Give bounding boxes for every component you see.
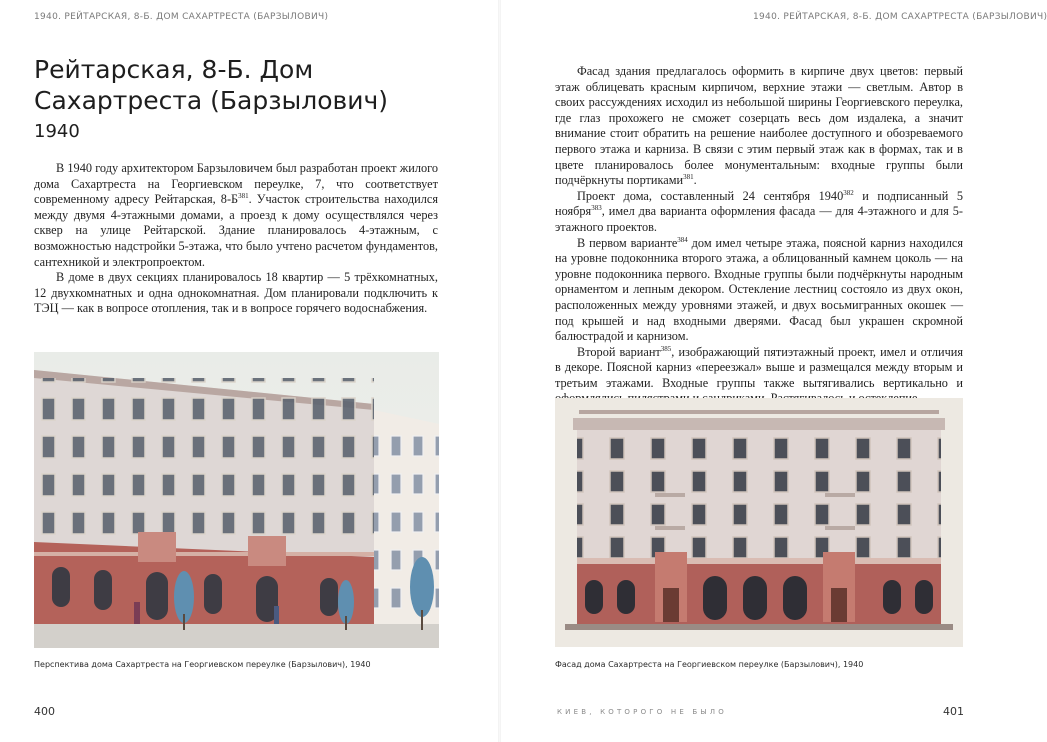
right-page (500, 0, 1047, 742)
paragraph: В 1940 году архитектором Барзыловичем был разработан проект жилого дома Сахартреста на Георгиевском переулке, 7, что соответствует современному адресу Рейтарская, $8-Б^{381}$. Участок строительства находился между двумя 4-этажными домами, а проезд к дому осуществлялся через сквер на улице Рейтарской. Здание планировалось 4-этажным, с возможностью надстройки 5-этажа, что было учтено расчетом фундаментов, сантехникой и электропроектом. (34, 161, 438, 269)
left-body-text (34, 161, 438, 317)
paragraph: Фасад здания предлагалось оформить в кирпиче двух цветов: первый этаж облицевать красным кирпичом, верхние этажи — светлым. Автор в своих рассуждениях исходил из небольшой ширины Георгиевского переулка, где глаз прохожего не сможет созерцать весь дом издалека, а значит внимание стоит обратить на решение наиболее доступного и обозреваемого первого этажа и карниза. В связи с этим первый этаж как в формах, так и в цвете планировалось более монументальным: входные группы были подчёркнуты портиками$^{381}$. (555, 64, 963, 188)
footnote-ref[interactable]: 381 (683, 173, 694, 182)
footnote-ref[interactable]: 381 (238, 192, 249, 201)
subtitle-year: 1940 (34, 121, 80, 142)
perspective-illustration (34, 352, 439, 648)
figure-caption-right: Фасад дома Сахартреста на Георгиевском переулке (Барзылович), 1940 (555, 660, 864, 669)
paragraph: В доме в двух секциях планировалось 18 квартир — 5 трёхкомнатных, 12 двухкомнатных и одна однокомнатная. Дом планировали подключить к ТЭЦ — как в вопросе отопления, так и в вопросе горячего водоснабжения. (34, 270, 438, 316)
page-title: Рейтарская, 8-Б. Дом Сахартреста (Барзылович) (34, 55, 389, 115)
book-title-footer: КИЕВ, КОТОРОГО НЕ БЫЛО (557, 708, 727, 716)
right-body-text (555, 64, 963, 407)
page-number-left: 400 (34, 705, 55, 718)
paragraph: В первом варианте$^{384}$ дом имел четыре этажа, поясной карниз находился на уровне подоконника второго этажа, а облицованный камнем цоколь — на уровне подоконника первого. Входные группы были подчёркнуты народным орнаментом и лепным декором. Остекление лестниц состояло из двух окон, расположенных между уровнями этажей, и двух восьмигранных окошек — под крышей и над входными дверями. Фасад был украшен скромной балюстрадой и карнизом. (555, 235, 963, 344)
page-number-right: 401 (943, 705, 964, 718)
running-head-left: 1940. РЕЙТАРСКАЯ, 8-Б. ДОМ САХАРТРЕСТА (БАРЗЫЛОВИЧ) (34, 12, 329, 22)
figure-caption-left: Перспектива дома Сахартреста на Георгиевском переулке (Барзылович), 1940 (34, 660, 371, 669)
paragraph: Проект дома, составленный 24 сентября 1940$^{382}$ и подписанный 5 ноября$^{383}$, имел два варианта оформления фасада — для 4-этажного и для 5-этажного проектов. (555, 188, 963, 234)
facade-illustration (555, 398, 963, 647)
paragraph: Второй вариант$^{385}$, изображающий пятиэтажный проект, имел и отличия в декоре. Поясной карниз «переезжал» выше и размещался между вторым и третьим этажами. Входные группы также вытягивались вертикально и (555, 344, 963, 390)
running-head-right: 1940. РЕЙТАРСКАЯ, 8-Б. ДОМ САХАРТРЕСТА (БАРЗЫЛОВИЧ) (753, 12, 1047, 22)
footnote-ref[interactable]: 385 (660, 344, 672, 353)
left-page (0, 0, 499, 742)
footnote-ref[interactable]: 383 (591, 204, 602, 213)
footnote-ref[interactable]: 384 (677, 235, 688, 244)
footnote-ref[interactable]: 382 (843, 188, 854, 197)
